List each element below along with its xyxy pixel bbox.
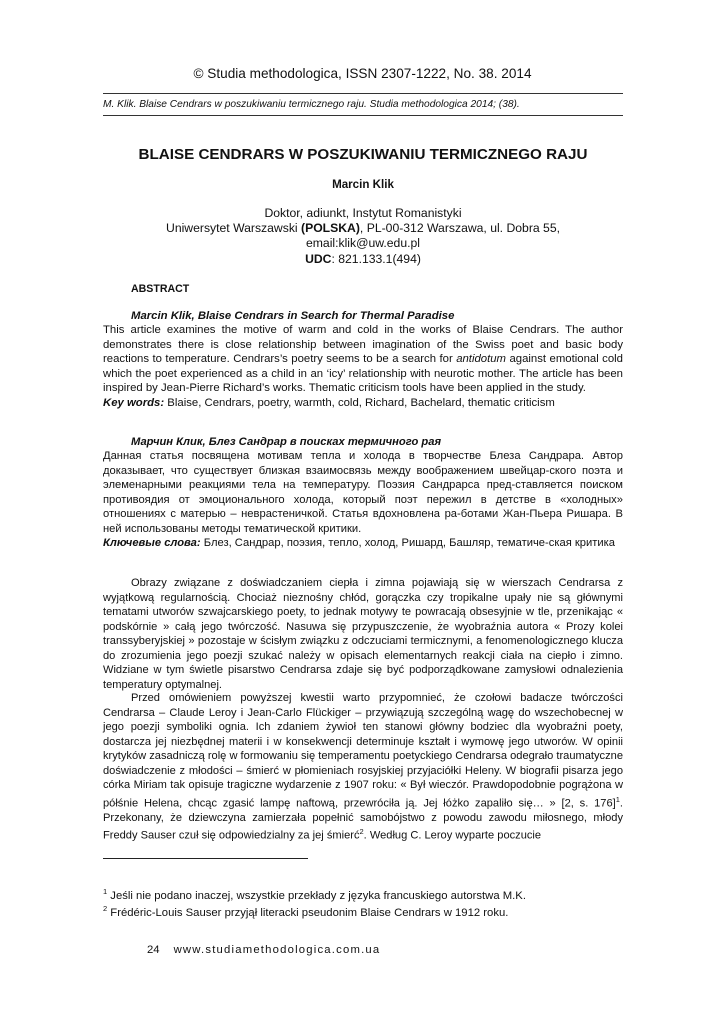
footnote-ref-1[interactable]: 1 — [615, 794, 620, 804]
footnote-separator — [103, 858, 308, 859]
abstract-heading: ABSTRACT — [131, 283, 190, 295]
footnote-2-text: Frédéric-Louis Sauser przyjął literacki pseudonim Blaise Cendrars w 1912 roku. — [107, 906, 509, 919]
page-number: 24 — [147, 944, 160, 956]
udc-label: UDC — [305, 251, 332, 266]
abstract-ru-keywords-label: Ключевые слова: — [103, 537, 201, 550]
body-paragraph-1: Obrazy związane z doświadczaniem ciepła i zimna pojawiają się w wierszach Cendrarsa z wyjątkową regularnością. Chociaż nieznośny chłód, gorączka czy tropikalne upały nie są głównymi tematami utworów szwajcarskiego poety, to jednak motywy te powracają obsesyjnie w tle, przenikając « podskórnie » całą jego twórczość. Nasuwa się przypuszczenie, że wyobraźnia autora « Prozy kolei transsyberyjskiej » pozostaje w ścisłym związku z odczuciami termicznymi, a fenomenologicznego klucza do zrozumienia jego poezji szukać należy w opisach elementarnych reakcji ciała na ciepło i zimno. Widziane w tym świetle pisarstwo Cendrarsa zdaje się być podporządkowane zamysłowi odnalezienia temperatury optymalnej. — [103, 577, 623, 691]
affiliation-position: Doktor, adiunkt, Instytut Romanistyki — [264, 206, 462, 220]
footnote-1-mark: 1 — [103, 887, 108, 896]
abstract-ru-title: Марчин Клик, Блез Сандрар в поисках термичного рая — [131, 436, 442, 448]
page-footer — [147, 944, 380, 956]
abstract-en-text-2: against emotional cold which the poet experienced as a child in an ‘icy’ relationship with neurotic mother. The article has been inspired by Jean-Pierre Richard’s works. Thematic criticism tools have been applied in the study. — [103, 353, 623, 395]
footnote-1 — [103, 887, 623, 902]
article-title: BLAISE CENDRARS W POSZUKIWANIU TERMICZNEGO RAJU — [138, 146, 588, 163]
udc-line — [103, 252, 623, 267]
body-paragraph-2 — [103, 691, 623, 843]
abstract-en-keywords: Blaise, Cendrars, poetry, warmth, cold, Richard, Bachelard, thematic criticism — [164, 396, 555, 409]
body-p2-part-b: . Przekonany, że dziewczyna zamierzała popełnić samobójstwo z powodu zawodu miłosnego, młody Freddy Sauser czuł się odpowiedzialny za jej śmierć — [103, 797, 623, 842]
header-rule-top — [103, 93, 623, 94]
abstract-en-title: Marcin Klik, Blaise Cendrars in Search for Thermal Paradise — [131, 310, 455, 322]
institution-country: (POLSKA) — [301, 221, 360, 236]
footnote-2-mark: 2 — [103, 904, 108, 913]
body-p2-part-c: . Według C. Leroy wyparte poczucie — [363, 829, 542, 842]
footer-website[interactable]: www.studiamethodologica.com.ua — [173, 944, 381, 956]
footnote-1-text: Jeśli nie podano inaczej, wszystkie przekłady z języka francuskiego autorstwa M.K. — [107, 889, 526, 902]
journal-header: © Studia methodologica, ISSN 2307-1222, No. 38. 2014 — [193, 66, 532, 81]
citation-line: M. Klik. Blaise Cendrars w poszukiwaniu termicznego raju. Studia methodologica 2014; (38). — [103, 99, 520, 110]
header-rule-bottom — [103, 115, 623, 116]
abstract-english — [103, 309, 623, 410]
footnote-2 — [103, 904, 623, 919]
footnote-ref-2[interactable]: 2 — [359, 827, 364, 837]
author-email: email:klik@uw.edu.pl — [306, 236, 420, 251]
body-p2-part-a: Przed omówieniem powyższej kwestii warto przypomnieć, że czołowi badacze twórczości Cendrarsa – Claude Leroy i Jean-Carlo Flückiger – przywiązują szczególną wagę do wszechobecnej w jego poezji symboliki ognia. Ich zdaniem żywioł ten stanowi główny bodziec dla wyobraźni poety, dostarcza jej niezbędnej materii i w konsekwencji determinuje kształt i wymowę jego utworów. W opinii krytyków zasadniczą rolę w formowaniu się temperamentu poetyckiego Cendrarsa odegrało traumatyczne doświadczenie z młodości – śmierć w płomieniach rosyjskiej przyjaciółki Heleny. W biografii pisarza jego córka Miriam tak opisuje tragiczne wydarzenie z 1907 roku: « Był wieczór. Prawdopodobnie pogrążona w półśnie Helena, chcąc zgasić lampę naftową, przewróciła ją. Jej łóżko zapaliło się… » [2, s. 176] — [103, 692, 623, 810]
abstract-en-antidotum: antidotum — [456, 353, 507, 366]
abstract-russian — [103, 435, 623, 551]
udc-value: : 821.133.1(494) — [331, 251, 421, 266]
abstract-en-keywords-label: Key words: — [103, 396, 165, 409]
abstract-ru-text: Данная статья посвящена мотивам тепла и холода в творчестве Блеза Сандрара. Автор доказывает, что существует близкая взаимосвязь между воображением швейцар-ского поэта и элеменарными реакциями тела на температуру. Поэзия Сандрарса пред-ставляется поиском противоядия от эмоционального холода, который поэт пережил в детстве в «холодных» отношениях с матерью – неврастеничкой. Статья вдохновлена ра-ботами Жан-Пьера Ришара. В ней использованы методы тематической критики. — [103, 450, 623, 535]
abstract-en-text-1: This article examines the motive of warm and cold in the works of Blaise Cendrars. The author demonstrates there is close relationship between imagination of the Swiss poet and basic body reactions to temperature. Cendrars’s poetry seems to be a search for — [103, 324, 623, 366]
author-affiliation — [103, 206, 623, 267]
institution-name: Uniwersytet Warszawski — [166, 221, 302, 236]
institution-address: , PL-00-312 Warszawa, ul. Dobra 55, — [359, 221, 560, 236]
abstract-ru-keywords: Блез, Сандрар, поэзия, тепло, холод, Ришард, Башляр, тематиче-ская критика — [200, 537, 615, 550]
affiliation-institution — [103, 221, 623, 236]
author-name: Marcin Klik — [332, 178, 394, 191]
